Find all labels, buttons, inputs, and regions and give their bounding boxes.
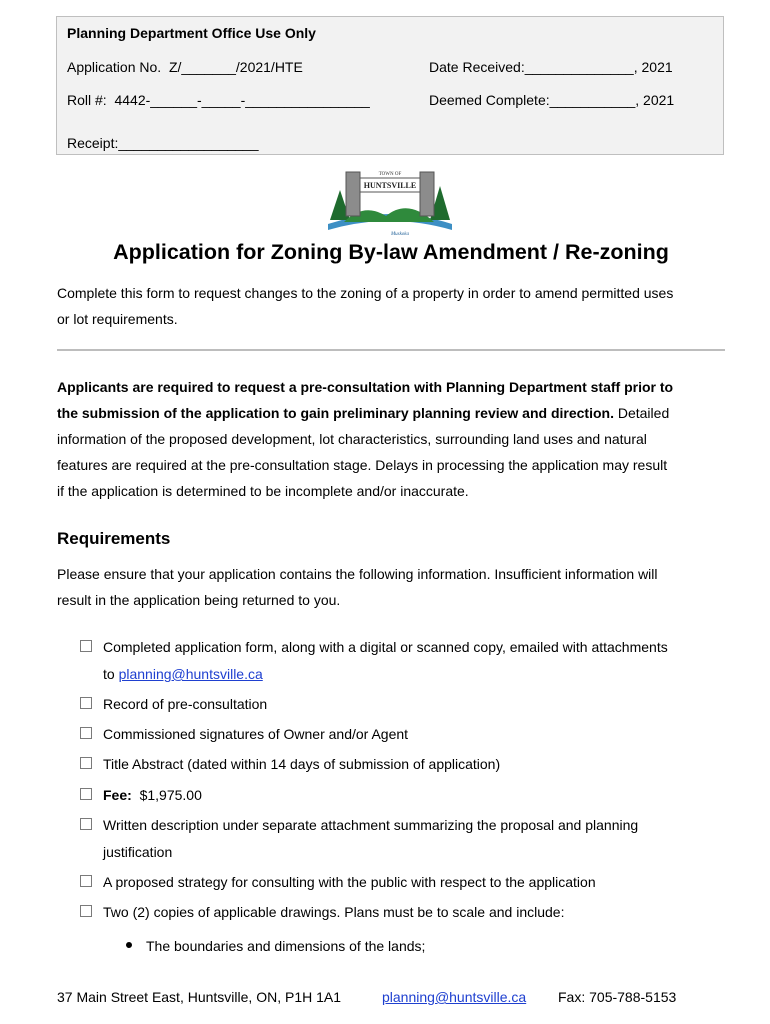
requirement-item (80, 812, 730, 866)
requirement-text: A proposed strategy for consulting with the public with respect to the application (103, 874, 596, 890)
date-received-field: Date Received:______________, 2021 (429, 59, 673, 75)
notice-paragraph (57, 374, 727, 504)
requirement-item (80, 899, 730, 926)
footer-email-link[interactable]: planning@huntsville.ca (382, 989, 527, 1005)
bullet-text: The boundaries and dimensions of the lands; (146, 938, 426, 954)
planning-email-link[interactable]: planning@huntsville.ca (118, 666, 263, 682)
requirement-text: Title Abstract (dated within 14 days of submission of application) (103, 756, 501, 772)
receipt-field: Receipt:__________________ (67, 135, 259, 151)
logo-pillar-right-icon (420, 172, 434, 216)
requirements-heading: Requirements (57, 529, 171, 548)
requirement-text: Record of pre-consultation (103, 696, 268, 712)
intro-line-1: Complete this form to request changes to the zoning of a property in order to amend permitted uses (57, 285, 674, 301)
requirements-intro-line-2: result in the application being returned to you. (57, 592, 341, 608)
office-use-title: Planning Department Office Use Only (67, 25, 316, 41)
logo-top-text: TOWN OF (378, 172, 402, 177)
requirement-text: Completed application form, along with a digital or scanned copy, emailed with attachments (103, 639, 668, 655)
deemed-complete-field: Deemed Complete:___________, 2021 (429, 92, 675, 108)
bullet-item (126, 933, 425, 960)
requirement-item (80, 691, 730, 718)
requirement-text: Written description under separate attachment summarizing the proposal and planning (103, 817, 639, 833)
notice-line-1: Applicants are required to request a pre-consultation with Planning Department staff prior to (57, 379, 674, 395)
notice-line-2-rest: Detailed (613, 405, 670, 421)
requirement-text-to: to (103, 666, 119, 682)
checkbox[interactable] (80, 818, 92, 830)
office-use-box (56, 16, 724, 155)
checkbox[interactable] (80, 727, 92, 739)
footer-fax: Fax: 705-788-5153 (558, 989, 677, 1005)
checkbox[interactable] (80, 640, 92, 652)
requirement-item (80, 751, 730, 778)
notice-line-5: if the application is determined to be incomplete and/or inaccurate. (57, 483, 469, 499)
checkbox[interactable] (80, 788, 92, 800)
town-logo (324, 164, 456, 236)
application-number-field: Application No. Z/_______/2021/HTE (67, 59, 303, 75)
section-divider (57, 349, 725, 351)
fee-label: Fee: (103, 787, 132, 803)
notice-line-4: features are required at the pre-consultation stage. Delays in processing the application may result (57, 457, 668, 473)
checkbox[interactable] (80, 905, 92, 917)
intro-line-2: or lot requirements. (57, 311, 178, 327)
logo-pillar-left-icon (346, 172, 360, 216)
requirement-item (80, 782, 730, 809)
bullet-dot-icon (126, 942, 132, 948)
requirement-text: Commissioned signatures of Owner and/or Agent (103, 726, 409, 742)
notice-line-2 (57, 400, 727, 426)
logo-tagline-text: Muskoka (390, 232, 410, 236)
requirement-text: Two (2) copies of applicable drawings. Plans must be to scale and include: (103, 904, 565, 920)
requirement-item (80, 721, 730, 748)
fee-value: $1,975.00 (139, 787, 202, 803)
requirement-item (80, 869, 730, 896)
notice-line-2-bold: the submission of the application to gain preliminary planning review and direction. (57, 405, 614, 421)
requirement-item (80, 634, 730, 688)
notice-line-3: information of the proposed development, lot characteristics, surrounding land uses and natural (57, 431, 647, 447)
requirements-intro-line-1: Please ensure that your application contains the following information. Insufficient information will (57, 566, 658, 582)
page-title: Application for Zoning By-law Amendment / Re-zoning (113, 240, 669, 264)
intro-paragraph (57, 280, 727, 332)
requirement-text-continued: justification (103, 844, 173, 860)
logo-name-text: HUNTSVILLE (363, 181, 417, 190)
checkbox[interactable] (80, 875, 92, 887)
footer-address: 37 Main Street East, Huntsville, ON, P1H 1A1 (57, 989, 342, 1005)
roll-number-field: Roll #: 4442-______-_____-________________ (67, 92, 370, 108)
requirements-intro (57, 561, 727, 613)
checkbox[interactable] (80, 757, 92, 769)
checkbox[interactable] (80, 697, 92, 709)
